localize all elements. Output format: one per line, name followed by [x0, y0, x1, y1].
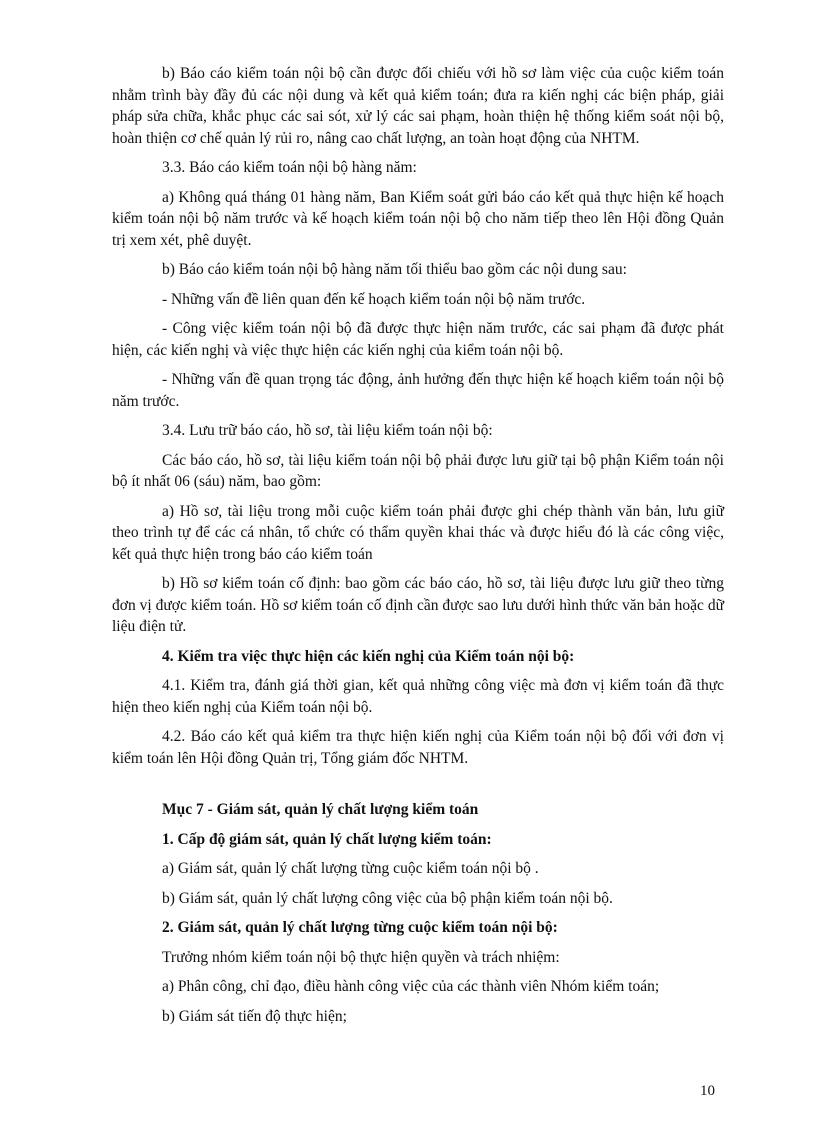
paragraph: b) Giám sát tiến độ thực hiện;: [162, 1007, 347, 1025]
paragraph: a) Giám sát, quản lý chất lượng từng cuộc kiểm toán nội bộ .: [162, 860, 539, 877]
section-heading: 2. Giám sát, quản lý chất lượng từng cuộc kiểm toán nội bộ:: [162, 919, 558, 936]
paragraph: a) Hồ sơ, tài liệu trong mỗi cuộc kiểm toán phải được ghi chép thành văn bản, lưu giữ theo trình tự để các cá nhân, tổ chức có thẩm quyền khai thác và được hiểu đó là các công việc, kết quả thực hiện trong báo cáo kiểm toán: [112, 502, 724, 563]
chapter-heading: Mục 7 - Giám sát, quản lý chất lượng kiểm toán: [162, 801, 479, 818]
paragraph: 4.2. Báo cáo kết quả kiểm tra thực hiện kiến nghị của Kiểm toán nội bộ đối với đơn vị kiểm toán lên Hội đồng Quản trị, Tổng giám đốc NHTM.: [112, 728, 724, 767]
paragraph: - Những vấn đề quan trọng tác động, ảnh hưởng đến thực hiện kế hoạch kiểm toán nội bộ năm trước.: [112, 371, 724, 410]
paragraph: b) Báo cáo kiểm toán nội bộ hàng năm tối thiểu bao gồm các nội dung sau:: [162, 261, 627, 278]
section-heading: 1. Cấp độ giám sát, quản lý chất lượng kiểm toán:: [162, 830, 492, 848]
paragraph: - Những vấn đề liên quan đến kế hoạch kiểm toán nội bộ năm trước.: [162, 290, 586, 308]
paragraph: a) Không quá tháng 01 hàng năm, Ban Kiểm soát gửi báo cáo kết quả thực hiện kế hoạch kiểm toán nội bộ năm trước và kế hoạch kiểm toán nội bộ cho năm tiếp theo lên Hội đồng Quản trị xem xét, phê duyệt.: [112, 188, 724, 249]
spacer: [112, 777, 724, 799]
paragraph: Trưởng nhóm kiểm toán nội bộ thực hiện quyền và trách nhiệm:: [162, 948, 560, 966]
paragraph: 3.3. Báo cáo kiểm toán nội bộ hàng năm:: [162, 159, 417, 176]
document-body: [112, 63, 724, 1035]
paragraph: b) Hồ sơ kiểm toán cố định: bao gồm các báo cáo, hồ sơ, tài liệu được lưu giữ theo từng đơn vị được kiểm toán. Hồ sơ kiểm toán cố định cần được sao lưu dưới hình thức văn bản hoặc dữ liệu điện tử.: [112, 575, 724, 635]
paragraph: Các báo cáo, hồ sơ, tài liệu kiểm toán nội bộ phải được lưu giữ tại bộ phận Kiểm toán nội bộ ít nhất 06 (sáu) năm, bao gồm:: [112, 451, 724, 490]
paragraph: 4.1. Kiểm tra, đánh giá thời gian, kết quả những công việc mà đơn vị kiểm toán đã thực hiện theo kiến nghị của Kiểm toán nội bộ.: [112, 677, 724, 716]
paragraph: b) Giám sát, quản lý chất lượng công việc của bộ phận kiểm toán nội bộ.: [162, 889, 613, 907]
section-heading: 4. Kiểm tra việc thực hiện các kiến nghị của Kiểm toán nội bộ:: [162, 647, 575, 665]
paragraph: b) Báo cáo kiểm toán nội bộ cần được đối chiếu với hồ sơ làm việc của cuộc kiểm toán nhằm trình bày đầy đủ các nội dung và kết quả kiểm toán; đưa ra kiến nghị các biện pháp, giải pháp sửa chữa, khắc phục các sai sót, xử lý các sai phạm, hoàn thiện hệ thống kiểm soát nội bộ, hoàn thiện cơ chế quản lý rủi ro, nâng cao chất lượng, an toàn hoạt động của NHTM.: [112, 65, 724, 147]
page-number: 10: [700, 1083, 715, 1099]
paragraph: a) Phân công, chỉ đạo, điều hành công việc của các thành viên Nhóm kiểm toán;: [162, 978, 660, 995]
paragraph: 3.4. Lưu trữ báo cáo, hồ sơ, tài liệu kiểm toán nội bộ:: [162, 422, 493, 439]
paragraph: - Công việc kiểm toán nội bộ đã được thực hiện năm trước, các sai phạm đã được phát hiện, các kiến nghị và việc thực hiện các kiến nghị của kiểm toán nội bộ.: [112, 320, 724, 359]
